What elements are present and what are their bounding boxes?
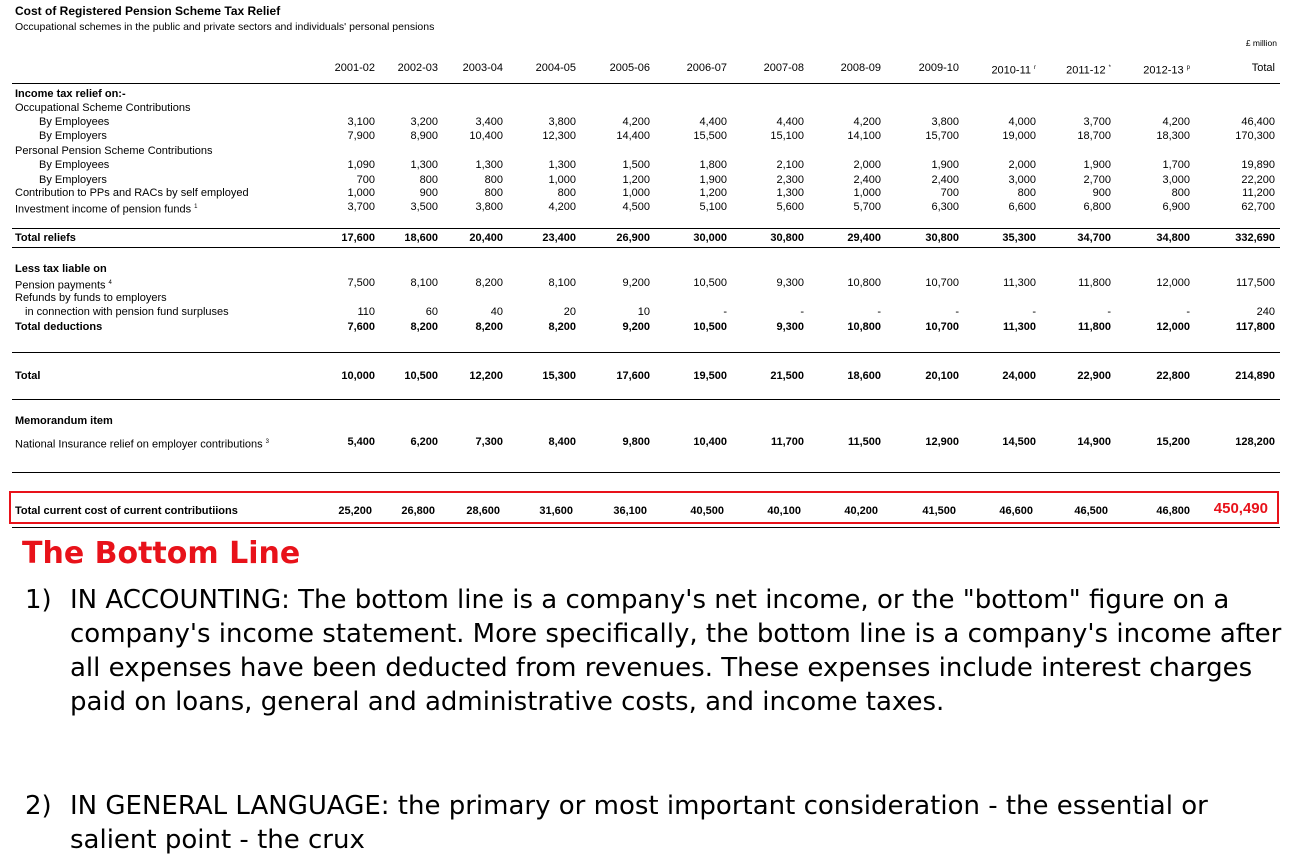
table-cell: 110: [357, 306, 375, 318]
definition-text: IN ACCOUNTING: The bottom line is a company's net income, or the "bottom" figure on a company's income statement. More specifically, the bottom line is a company's income after all expenses have been deducted from revenues. These expenses include interest charges paid on loans, general and administrative costs, and income taxes.: [70, 585, 1282, 717]
table-cell: 7,900: [347, 130, 375, 142]
table-cell: 3,800: [475, 201, 503, 213]
row-label: in connection with pension fund surpluses: [25, 306, 229, 318]
table-cell: 40,100: [767, 505, 801, 517]
table-cell: 40,500: [690, 505, 724, 517]
table-cell: 41,500: [922, 505, 956, 517]
table-cell: 46,400: [1241, 116, 1275, 128]
table-cell: 7,300: [475, 436, 503, 448]
table-cell: 36,100: [613, 505, 647, 517]
table-cell: 9,300: [776, 277, 804, 289]
table-cell: 900: [419, 187, 438, 199]
row-label: By Employers: [39, 174, 107, 186]
table-cell: 1,000: [347, 187, 375, 199]
table-cell: 1,200: [622, 174, 650, 186]
table-cell: 34,800: [1156, 232, 1190, 244]
table-cell: 3,000: [1162, 174, 1190, 186]
table-cell: 19,890: [1241, 159, 1275, 171]
column-header: 2005-06: [609, 62, 650, 74]
table-cell: 8,400: [548, 436, 576, 448]
table-cell: 20: [563, 306, 576, 318]
table-cell: 2,700: [1083, 174, 1111, 186]
table-cell: 4,200: [1162, 116, 1190, 128]
column-header: 2011-12 *: [1066, 64, 1111, 77]
table-cell: 10,800: [847, 321, 881, 333]
table-cell: 14,900: [1077, 436, 1111, 448]
bottom-line-heading: The Bottom Line: [22, 536, 301, 571]
table-cell: 1,000: [853, 187, 881, 199]
table-cell: -: [800, 306, 804, 318]
table-cell: 26,800: [401, 505, 435, 517]
table-cell: 5,100: [699, 201, 727, 213]
table-rule: [12, 352, 1280, 353]
table-cell: 9,300: [776, 321, 804, 333]
table-cell: 2,000: [853, 159, 881, 171]
row-label: By Employees: [39, 116, 110, 128]
column-header: 2003-04: [462, 62, 503, 74]
section-heading: Income tax relief on:-: [15, 88, 126, 100]
table-cell: 4,500: [622, 201, 650, 213]
table-cell: 6,800: [1083, 201, 1111, 213]
table-cell: 11,500: [847, 436, 881, 448]
table-cell: 46,600: [999, 505, 1033, 517]
table-cell: 3,400: [475, 116, 503, 128]
table-cell: 8,200: [548, 321, 576, 333]
table-cell: 8,900: [410, 130, 438, 142]
row-label: Investment income of pension funds $^1$: [15, 203, 198, 216]
table-cell: 800: [557, 187, 576, 199]
footnote-marker: r: [1034, 65, 1036, 71]
table-cell: 14,100: [847, 130, 881, 142]
row-label: Total reliefs: [15, 232, 76, 244]
table-cell: 3,700: [347, 201, 375, 213]
table-cell: 22,900: [1077, 370, 1111, 382]
table-cell: 2,400: [931, 174, 959, 186]
row-label: Total: [15, 370, 41, 382]
table-cell: 2,000: [1008, 159, 1036, 171]
table-cell: 30,000: [693, 232, 727, 244]
table-cell: 332,690: [1235, 232, 1275, 244]
table-cell: 15,500: [693, 130, 727, 142]
table-cell: 1,300: [548, 159, 576, 171]
table-cell: 12,300: [542, 130, 576, 142]
section-heading: Refunds by funds to employers: [15, 292, 167, 304]
section-heading: Personal Pension Scheme Contributions: [15, 145, 213, 157]
table-cell: 2,400: [853, 174, 881, 186]
table-cell: 11,300: [1003, 277, 1036, 289]
table-cell: 1,000: [548, 174, 576, 186]
row-label: By Employers: [39, 130, 107, 142]
table-cell: 19,500: [693, 370, 727, 382]
table-cell: 11,800: [1077, 321, 1111, 333]
table-cell: 31,600: [539, 505, 573, 517]
table-cell: -: [955, 306, 959, 318]
definition-number: 1): [25, 585, 52, 615]
column-header: 2004-05: [535, 62, 576, 74]
table-cell: 3,500: [410, 201, 438, 213]
table-cell: 4,400: [699, 116, 727, 128]
table-cell: 34,700: [1077, 232, 1111, 244]
row-label: Total deductions: [15, 321, 103, 333]
table-cell: 7,600: [347, 321, 375, 333]
table-cell: 1,500: [622, 159, 650, 171]
table-cell: 4,200: [853, 116, 881, 128]
table-cell: 46,500: [1074, 505, 1108, 517]
row-label: By Employees: [39, 159, 110, 171]
table-cell: 1,900: [1083, 159, 1111, 171]
table-cell: 800: [419, 174, 438, 186]
table-rule: [12, 527, 1280, 528]
table-cell: 3,800: [931, 116, 959, 128]
table-cell: 11,700: [770, 436, 804, 448]
grand-total-value: 450,490: [1213, 500, 1268, 517]
table-cell: 1,900: [931, 159, 959, 171]
table-cell: 700: [940, 187, 959, 199]
table-cell: 240: [1256, 306, 1275, 318]
table-cell: 15,100: [770, 130, 804, 142]
table-cell: 7,500: [347, 277, 375, 289]
table-cell: 170,300: [1235, 130, 1275, 142]
footnote-marker: 4: [108, 280, 112, 286]
column-header: 2012-13 $^p$: [1143, 64, 1190, 77]
table-cell: 3,000: [1008, 174, 1036, 186]
table-cell: 6,600: [1008, 201, 1036, 213]
table-cell: 4,000: [1008, 116, 1036, 128]
table-cell: 10,400: [469, 130, 503, 142]
table-cell: 5,600: [776, 201, 804, 213]
table-cell: -: [877, 306, 881, 318]
table-cell: 1,000: [622, 187, 650, 199]
table-cell: -: [1186, 306, 1190, 318]
table-cell: 700: [356, 174, 375, 186]
table-cell: 3,700: [1083, 116, 1111, 128]
section-heading: Occupational Scheme Contributions: [15, 102, 191, 114]
table-cell: 20,400: [469, 232, 503, 244]
table-cell: 1,300: [776, 187, 804, 199]
table-cell: 117,500: [1236, 277, 1275, 289]
table-cell: 62,700: [1241, 201, 1275, 213]
table-rule: [12, 228, 1280, 229]
footnote-marker: p: [1186, 65, 1190, 71]
table-cell: 9,200: [622, 321, 650, 333]
table-cell: 5,400: [347, 436, 375, 448]
table-cell: 24,000: [1002, 370, 1036, 382]
table-cell: 11,300: [1002, 321, 1036, 333]
table-cell: 10,500: [404, 370, 438, 382]
row-label: Contribution to PPs and RACs by self employed: [15, 187, 249, 199]
row-label: Pension payments $^4$: [15, 279, 112, 292]
table-cell: 60: [425, 306, 438, 318]
table-cell: 29,400: [847, 232, 881, 244]
table-cell: 10,400: [693, 436, 727, 448]
table-cell: 800: [1171, 187, 1190, 199]
table-cell: 4,400: [776, 116, 804, 128]
footnote-marker: *: [1108, 65, 1111, 71]
table-cell: 46,800: [1156, 505, 1190, 517]
table-cell: 14,500: [1002, 436, 1036, 448]
column-header: 2006-07: [686, 62, 727, 74]
table-cell: 214,890: [1235, 370, 1275, 382]
table-cell: 15,300: [542, 370, 576, 382]
table-cell: 2,100: [776, 159, 804, 171]
table-cell: 30,800: [925, 232, 959, 244]
table-rule: [12, 399, 1280, 400]
table-cell: -: [1032, 306, 1036, 318]
table-cell: 8,100: [410, 277, 438, 289]
row-label: Total current cost of current contributiions: [15, 505, 238, 517]
table-cell: 1,700: [1162, 159, 1190, 171]
table-cell: 18,600: [404, 232, 438, 244]
table-cell: 17,600: [341, 232, 375, 244]
table-cell: 8,100: [548, 277, 576, 289]
table-cell: 28,600: [466, 505, 500, 517]
column-header: 2008-09: [840, 62, 881, 74]
bottom-line-highlight-box: [9, 491, 1279, 524]
column-header: 2001-02: [334, 62, 375, 74]
table-cell: 800: [484, 174, 503, 186]
table-cell: 19,000: [1002, 130, 1036, 142]
document-title: Cost of Registered Pension Scheme Tax Relief: [15, 4, 281, 18]
table-cell: 10,500: [693, 277, 727, 289]
column-header: 2002-03: [397, 62, 438, 74]
footnote-marker: 3: [265, 439, 269, 445]
table-cell: 3,100: [347, 116, 375, 128]
table-cell: 3,200: [410, 116, 438, 128]
table-cell: 18,600: [847, 370, 881, 382]
definition-number: 2): [25, 791, 52, 821]
table-cell: 18,700: [1077, 130, 1111, 142]
column-header: 2007-08: [763, 62, 804, 74]
table-cell: 3,800: [548, 116, 576, 128]
column-header: Total: [1251, 62, 1275, 74]
table-cell: 22,800: [1156, 370, 1190, 382]
table-cell: 8,200: [475, 321, 503, 333]
table-cell: -: [1107, 306, 1111, 318]
table-cell: 900: [1092, 187, 1111, 199]
table-cell: 18,300: [1156, 130, 1190, 142]
table-cell: 11,200: [1242, 187, 1275, 199]
table-cell: 10: [637, 306, 650, 318]
table-cell: 35,300: [1002, 232, 1036, 244]
table-cell: 5,700: [853, 201, 881, 213]
table-cell: -: [723, 306, 727, 318]
table-cell: 10,500: [693, 321, 727, 333]
document-subtitle: Occupational schemes in the public and private sectors and individuals' personal pensions: [15, 21, 435, 33]
table-cell: 8,200: [410, 321, 438, 333]
table-cell: 20,100: [925, 370, 959, 382]
table-cell: 6,300: [931, 201, 959, 213]
table-rule: [12, 247, 1280, 248]
table-cell: 117,800: [1235, 321, 1275, 333]
table-cell: 12,000: [1156, 321, 1190, 333]
column-header: 2010-11 $^r$: [991, 64, 1036, 77]
table-cell: 4,200: [548, 201, 576, 213]
table-cell: 1,800: [699, 159, 727, 171]
table-cell: 21,500: [770, 370, 804, 382]
section-heading: Memorandum item: [15, 415, 113, 427]
table-cell: 9,200: [622, 277, 650, 289]
table-cell: 17,600: [616, 370, 650, 382]
table-cell: 4,200: [622, 116, 650, 128]
table-rule: [12, 83, 1280, 84]
section-heading: Less tax liable on: [15, 263, 107, 275]
table-cell: 40,200: [844, 505, 878, 517]
definition-text: IN GENERAL LANGUAGE: the primary or most important consideration - the essential or salient point - the crux: [70, 791, 1208, 855]
table-cell: 12,000: [1156, 277, 1190, 289]
table-cell: 9,800: [622, 436, 650, 448]
table-cell: 10,700: [925, 321, 959, 333]
table-cell: 6,900: [1162, 201, 1190, 213]
table-cell: 22,200: [1241, 174, 1275, 186]
footnote-marker: 1: [194, 204, 198, 210]
column-header: 2009-10: [918, 62, 959, 74]
table-cell: 128,200: [1235, 436, 1275, 448]
table-cell: 12,900: [925, 436, 959, 448]
table-cell: 26,900: [616, 232, 650, 244]
table-cell: 1,090: [347, 159, 375, 171]
table-cell: 1,900: [699, 174, 727, 186]
table-cell: 10,000: [341, 370, 375, 382]
table-cell: 6,200: [410, 436, 438, 448]
table-cell: 12,200: [469, 370, 503, 382]
table-cell: 15,700: [925, 130, 959, 142]
table-cell: 2,300: [776, 174, 804, 186]
table-cell: 10,700: [925, 277, 959, 289]
table-cell: 1,200: [699, 187, 727, 199]
row-label: National Insurance relief on employer contributions $^3$: [15, 438, 269, 451]
units-label: £ million: [1245, 38, 1277, 48]
table-cell: 23,400: [542, 232, 576, 244]
table-cell: 14,400: [616, 130, 650, 142]
table-cell: 15,200: [1156, 436, 1190, 448]
table-cell: 11,800: [1078, 277, 1111, 289]
table-cell: 40: [490, 306, 503, 318]
table-rule: [12, 472, 1280, 473]
table-cell: 8,200: [475, 277, 503, 289]
table-cell: 1,300: [475, 159, 503, 171]
table-cell: 800: [1017, 187, 1036, 199]
table-cell: 1,300: [410, 159, 438, 171]
table-cell: 25,200: [338, 505, 372, 517]
table-cell: 30,800: [770, 232, 804, 244]
table-cell: 10,800: [847, 277, 881, 289]
table-cell: 800: [484, 187, 503, 199]
